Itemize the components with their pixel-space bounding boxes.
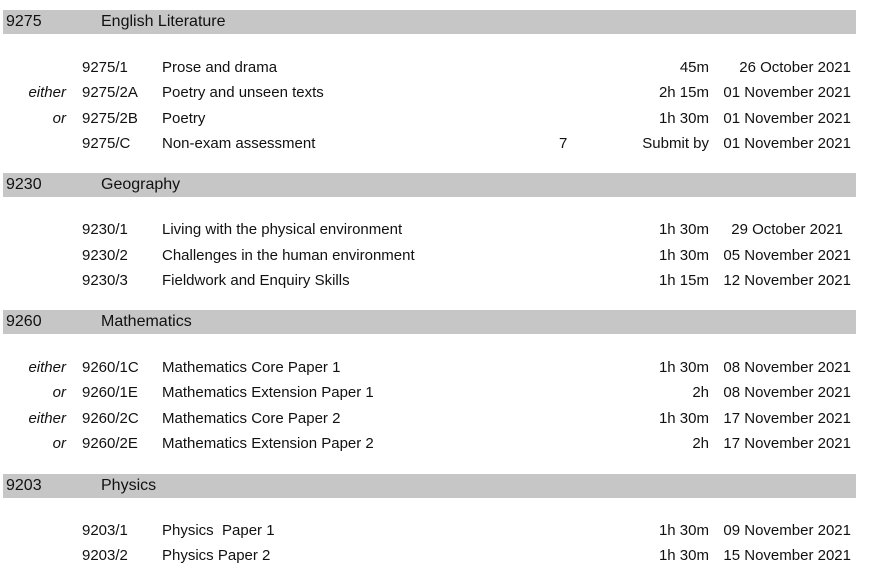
option-label: either <box>28 410 66 427</box>
component-duration: 1h 30m <box>658 547 709 564</box>
component-duration: 2h <box>692 384 709 401</box>
table-row <box>0 246 877 266</box>
table-row <box>0 358 877 378</box>
option-label: or <box>52 384 66 401</box>
component-title: Prose and drama <box>162 59 278 76</box>
component-title: Mathematics Extension Paper 2 <box>162 435 374 452</box>
component-date: 15 November 2021 <box>723 547 851 564</box>
component-duration: 2h 15m <box>658 84 709 101</box>
component-duration: 1h 30m <box>658 110 709 127</box>
section-code: 9230 <box>6 176 42 193</box>
component-date: 12 November 2021 <box>723 272 851 289</box>
option-label: or <box>52 110 66 127</box>
component-code: 9203/2 <box>82 547 128 564</box>
component-date: 26 October 2021 <box>739 59 851 76</box>
component-title: Poetry and unseen texts <box>162 84 324 101</box>
section-code: 9275 <box>6 13 42 30</box>
component-duration: 1h 30m <box>658 410 709 427</box>
section-header-english-literature <box>3 10 856 34</box>
table-row <box>0 58 877 78</box>
table-row <box>0 220 877 240</box>
component-title: Poetry <box>162 110 206 127</box>
section-header-physics <box>3 474 856 498</box>
component-title: Mathematics Core Paper 2 <box>162 410 341 427</box>
section-header-mathematics <box>3 310 856 334</box>
component-title: Physics Paper 2 <box>162 547 271 564</box>
component-duration: 1h 30m <box>658 359 709 376</box>
component-duration: Submit by <box>642 135 709 152</box>
option-label: or <box>52 435 66 452</box>
component-date: 08 November 2021 <box>723 359 851 376</box>
section-header-geography <box>3 173 856 197</box>
table-row <box>0 109 877 129</box>
component-date: 01 November 2021 <box>723 135 851 152</box>
component-title: Mathematics Extension Paper 1 <box>162 384 374 401</box>
component-date: 01 November 2021 <box>723 84 851 101</box>
component-title: Fieldwork and Enquiry Skills <box>162 272 350 289</box>
component-duration: 1h 15m <box>658 272 709 289</box>
component-code: 9275/2B <box>82 110 138 127</box>
component-title: Non-exam assessment <box>162 135 316 152</box>
component-date: 17 November 2021 <box>723 435 851 452</box>
component-duration: 1h 30m <box>658 522 709 539</box>
table-row <box>0 383 877 403</box>
component-duration: 1h 30m <box>658 221 709 238</box>
section-subject: English Literature <box>101 13 226 30</box>
component-code: 9260/2E <box>82 435 138 452</box>
section-subject: Physics <box>101 477 157 494</box>
component-code: 9275/2A <box>82 84 138 101</box>
component-code: 9260/1C <box>82 359 139 376</box>
component-code: 9260/1E <box>82 384 138 401</box>
section-subject: Geography <box>101 176 181 193</box>
table-row <box>0 409 877 429</box>
component-code: 9275/C <box>82 135 131 152</box>
component-date: 29 October 2021 <box>731 221 843 238</box>
component-title: Mathematics Core Paper 1 <box>162 359 341 376</box>
component-title: Physics Paper 1 <box>162 522 275 539</box>
component-title: Living with the physical environment <box>162 221 403 238</box>
component-date: 08 November 2021 <box>723 384 851 401</box>
component-date: 17 November 2021 <box>723 410 851 427</box>
component-code: 9230/3 <box>82 272 128 289</box>
section-code: 9203 <box>6 477 42 494</box>
component-code: 9260/2C <box>82 410 139 427</box>
component-title: Challenges in the human environment <box>162 247 415 264</box>
table-row <box>0 134 877 154</box>
option-label: either <box>28 84 66 101</box>
component-code: 9230/1 <box>82 221 128 238</box>
component-duration: 45m <box>679 59 709 76</box>
component-date: 05 November 2021 <box>723 247 851 264</box>
component-date: 09 November 2021 <box>723 522 851 539</box>
component-mark: 7 <box>559 135 568 152</box>
component-code: 9230/2 <box>82 247 128 264</box>
component-code: 9275/1 <box>82 59 128 76</box>
component-code: 9203/1 <box>82 522 128 539</box>
table-row <box>0 271 877 291</box>
option-label: either <box>28 359 66 376</box>
component-duration: 1h 30m <box>658 247 709 264</box>
table-row <box>0 521 877 541</box>
table-row <box>0 83 877 103</box>
section-code: 9260 <box>6 313 42 330</box>
table-row <box>0 546 877 566</box>
component-duration: 2h <box>692 435 709 452</box>
section-subject: Mathematics <box>101 313 192 330</box>
table-row <box>0 434 877 454</box>
component-date: 01 November 2021 <box>723 110 851 127</box>
